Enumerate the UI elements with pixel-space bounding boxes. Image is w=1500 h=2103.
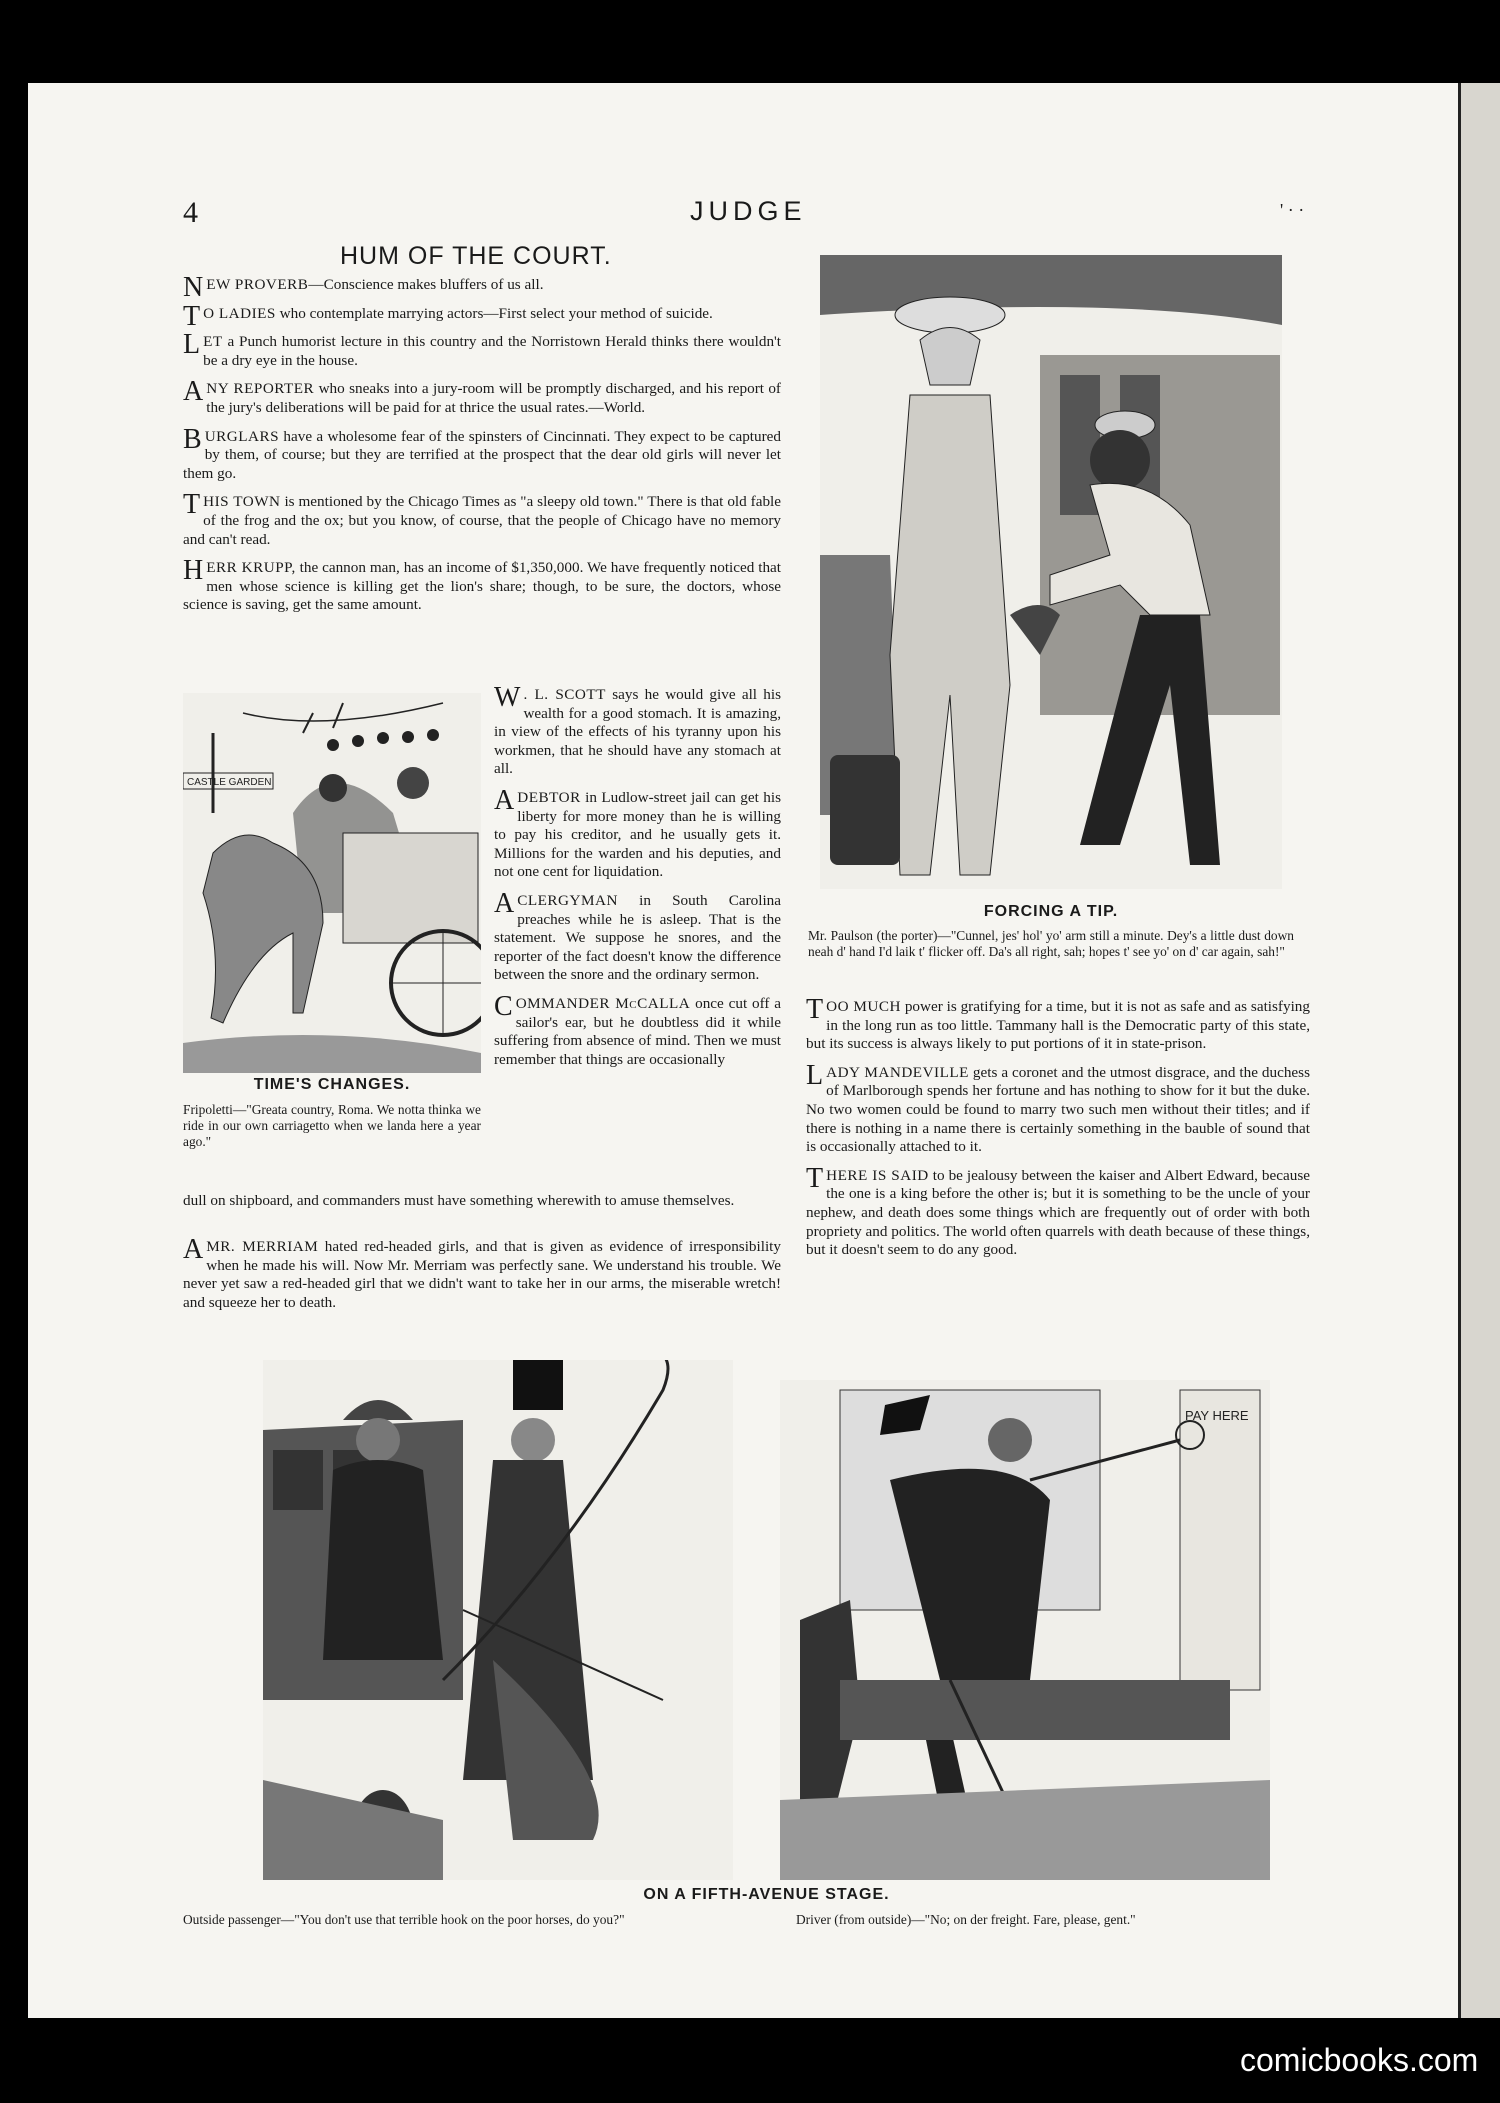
paragraph-text: in South Carolina preaches while he is asleep. That is the statement. We suppose he snores, and the reporter of the fact doesn't know the difference between the snore and the ordinary sermon. bbox=[494, 891, 781, 984]
paragraph-lead: ET bbox=[203, 333, 223, 351]
times-changes-title: TIME'S CHANGES. bbox=[253, 1076, 411, 1093]
masthead: JUDGE bbox=[690, 196, 807, 226]
article-paragraph bbox=[183, 555, 782, 615]
article-paragraph bbox=[494, 784, 781, 882]
drop-cap: B bbox=[183, 423, 202, 455]
drop-cap: L bbox=[183, 329, 201, 361]
drop-cap: H bbox=[183, 555, 204, 587]
drop-cap: W bbox=[494, 682, 521, 713]
article-column-top bbox=[183, 272, 782, 625]
corner-marks: ' · · bbox=[1280, 200, 1305, 220]
paragraph-text: a Punch humorist lecture in this country and the Norristown Herald thinks there wouldn't be a dry eye in the house. bbox=[203, 333, 781, 369]
paragraph-text: —Conscience makes bluffers of us all. bbox=[308, 276, 544, 293]
drop-cap: T bbox=[183, 300, 201, 332]
paragraph-lead: ADY MANDEVILLE bbox=[826, 1063, 969, 1081]
drop-cap: L bbox=[806, 1059, 824, 1091]
paragraph-lead: HIS TOWN bbox=[203, 493, 281, 511]
merriam-paragraph: A MR. MERRIAM hated red-headed girls, and that is given as evidence of irresponsibility when he made his will. Now Mr. Merriam was perfectly sane. We understand his trouble. We never yet saw a red-headed girl that we didn't want to take her in our arms, the miserable wretch! and squeeze her to death. bbox=[183, 1234, 781, 1311]
article-column-right bbox=[806, 994, 1310, 1270]
paragraph-text: says he would give all his wealth for a good stomach. It is amazing, in view of the effects of his tyranny upon his workmen, that he should have any stomach at all. bbox=[494, 686, 781, 778]
drop-cap: A bbox=[183, 376, 204, 408]
drop-cap: T bbox=[806, 994, 824, 1025]
article-paragraph bbox=[183, 423, 781, 484]
article-paragraph bbox=[183, 300, 781, 332]
drop-cap: A bbox=[494, 784, 515, 816]
paragraph-text: to be jealousy between the kaiser and Albert Edward, because the one is a king before the other is; but it is something to be the uncle of your nephew, and death does some things which are frequently out of order with both propriety and politics. The world often quarrels with death because of these things, but it doesn't seem to do any good. bbox=[806, 1166, 1310, 1259]
paragraph-lead: NY REPORTER bbox=[206, 380, 315, 398]
page-gutter bbox=[1458, 83, 1500, 2018]
paragraph-text: who contemplate marrying actors—First select your method of suicide. bbox=[275, 304, 713, 322]
paragraph-lead: . L. SCOTT bbox=[523, 686, 606, 703]
article-paragraph bbox=[494, 990, 782, 1069]
pay-here-sign: PAY HERE bbox=[1185, 1408, 1249, 1423]
article-paragraph bbox=[494, 682, 781, 779]
article-paragraph bbox=[494, 887, 781, 985]
article-title: HUM OF THE COURT. bbox=[340, 242, 612, 270]
times-changes-illustration bbox=[183, 693, 481, 1073]
forcing-tip-illustration bbox=[820, 255, 1282, 889]
drop-cap: N bbox=[183, 272, 204, 303]
article-paragraph bbox=[183, 329, 781, 370]
forcing-tip-caption: Mr. Paulson (the porter)—"Cunnel, jes' hol' yo' arm still a minute. Dey's a little dust down neah d' hand I'd laik t' flicker off. Da's all right, sah; hopes t' see yo' on d' car again, sah!" bbox=[808, 928, 1294, 959]
drop-cap: C bbox=[494, 990, 513, 1022]
coachman-drawing bbox=[263, 1360, 733, 1880]
drop-cap: A bbox=[183, 1234, 204, 1265]
drop-cap: T bbox=[806, 1162, 824, 1194]
forcing-tip-title: FORCING A TIP. bbox=[983, 903, 1119, 920]
paragraph-text: have a wholesome fear of the spinsters of Cincinnati. They expect to be captured by them, of course; but they are terrified at the prospect that the dear old girls will never let them go. bbox=[183, 427, 781, 482]
article-paragraph bbox=[183, 489, 781, 549]
times-changes-caption: Fripoletti—"Greata country, Roma. We notta thinka we ride in our own carriagetto when we landa here a year ago." bbox=[183, 1102, 481, 1149]
paragraph-lead: ERR KRUPP, bbox=[206, 559, 296, 577]
paragraph-text: in Ludlow-street jail can get his liberty for more money than he is willing to pay his creditor, and he usually gets it. Millions for the warden and his deputies, and not one cent for liquidation. bbox=[494, 788, 781, 881]
paragraph-text: is mentioned by the Chicago Times as "a sleepy old town." There is that old fable of the frog and the ox; but you know, of course, that the people of Chicago have no memory and can't read. bbox=[183, 493, 781, 548]
paragraph-lead: HERE IS SAID bbox=[826, 1166, 929, 1184]
driver-illustration bbox=[263, 1360, 733, 1880]
freight-illustration bbox=[780, 1380, 1270, 1880]
paragraph-lead: O LADIES bbox=[203, 304, 276, 322]
page-number: 4 bbox=[183, 196, 198, 229]
paragraph-text: gets a coronet and the utmost disgrace, and the duchess of Marlborough spends her fortune and has nothing to show for it but the duke. No two women could be found to marry two such men without their titles; and if there is nothing in a name there is certainly something in the bauble of sound that is occasionally attached to it. bbox=[806, 1063, 1310, 1156]
paragraph-text: power is gratifying for a time, but it is not as safe and as satisfying in the long run as too little. Tammany hall is the Democratic party of this state, but its success is always likely to put portions of it in state-prison. bbox=[806, 998, 1310, 1053]
article-paragraph bbox=[806, 994, 1310, 1054]
fifth-avenue-caption-right: Driver (from outside)—"No; on der freight. Fare, please, gent." bbox=[796, 1912, 1136, 1927]
watermark: comicbooks.com bbox=[1240, 2042, 1479, 2078]
porter-drawing bbox=[820, 255, 1282, 889]
paragraph-text: the cannon man, has an income of $1,350,000. We have frequently noticed that men whose science is killing get the lion's share; though, to be sure, the doctors, whose science is saving, get the same amount. bbox=[183, 559, 782, 614]
paragraph-text: once cut off a sailor's ear, but he doubtless did it while suffering from absence of mind. Then we must remember that things are occasionally bbox=[494, 994, 782, 1068]
paragraph-text: who sneaks into a jury-room will be promptly discharged, and his report of the jury's deliberations will be paid for at thrice the usual rates.—World. bbox=[206, 380, 781, 416]
paragraph-lead: URGLARS bbox=[204, 427, 280, 445]
article-paragraph bbox=[806, 1059, 1310, 1157]
paragraph-lead: OO MUCH bbox=[826, 998, 901, 1015]
paragraph-lead: OMMANDER McCALLA bbox=[515, 994, 691, 1012]
drop-cap: A bbox=[494, 887, 515, 919]
article-paragraph bbox=[183, 272, 781, 303]
article-column-mid bbox=[494, 682, 782, 1079]
paragraph-lead: EW PROVERB bbox=[206, 276, 309, 293]
fifth-avenue-caption-left: Outside passenger—"You don't use that terrible hook on the poor horses, do you?" bbox=[183, 1912, 625, 1927]
carriage-drawing bbox=[183, 693, 481, 1073]
paragraph-lead: DEBTOR bbox=[517, 788, 581, 806]
fifth-avenue-title: ON A FIFTH-AVENUE STAGE. bbox=[643, 1886, 890, 1903]
article-paragraph bbox=[183, 376, 781, 417]
castle-garden-sign: CASTLE GARDEN bbox=[187, 777, 272, 788]
passenger-drawing bbox=[780, 1380, 1270, 1880]
article-continuation: dull on shipboard, and commanders must have something wherewith to amuse themselves. bbox=[183, 1192, 735, 1209]
article-paragraph bbox=[806, 1162, 1310, 1260]
drop-cap: T bbox=[183, 489, 201, 521]
paragraph-lead: CLERGYMAN bbox=[517, 891, 618, 909]
